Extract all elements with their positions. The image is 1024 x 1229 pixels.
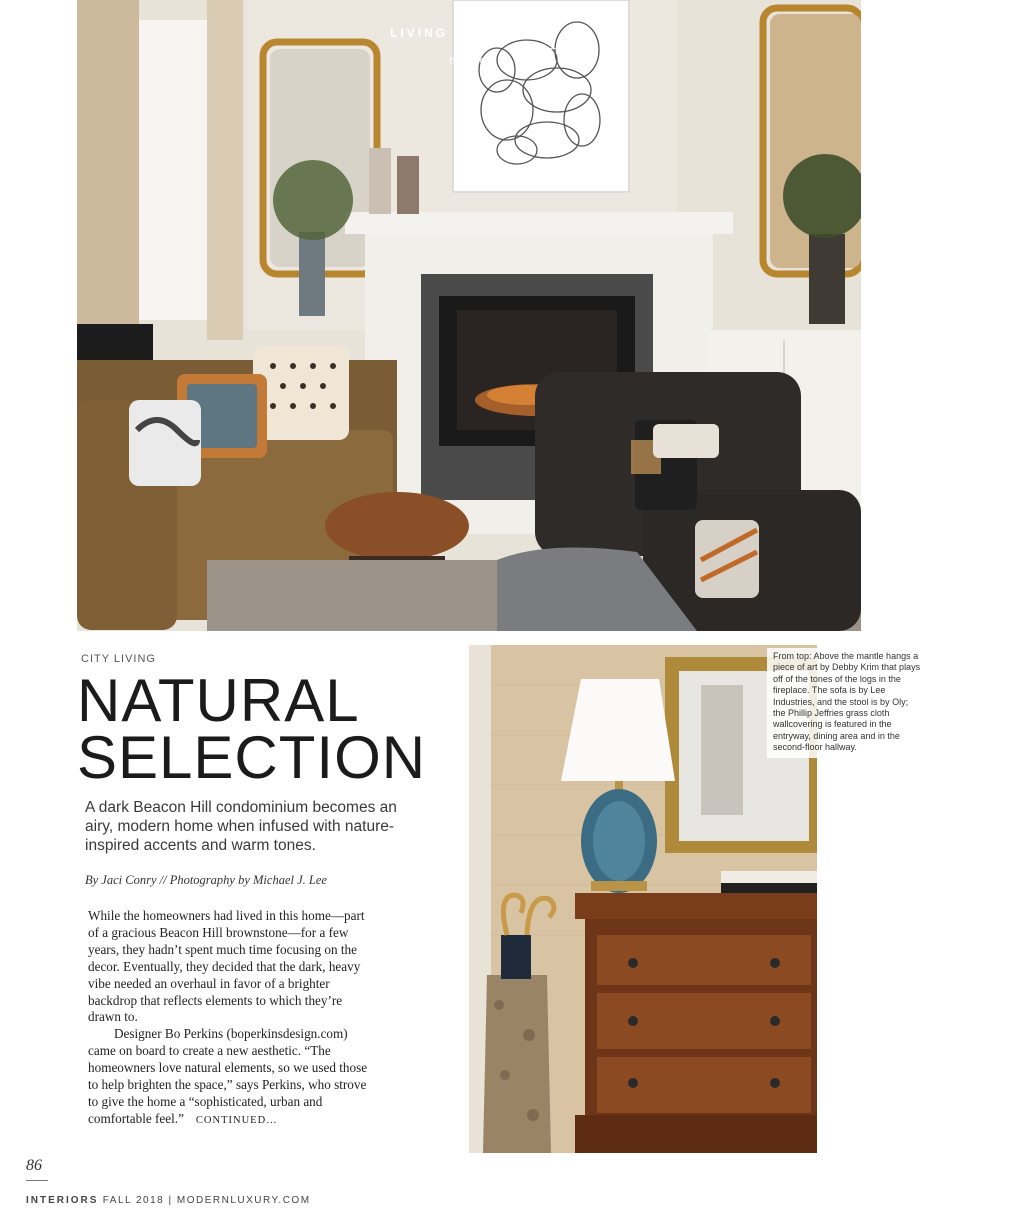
byline: By Jaci Conry // Photography by Michael J. Lee — [85, 873, 327, 887]
living-room-illustration — [77, 0, 861, 631]
headline-line-1: NATURAL — [77, 667, 360, 734]
body-paragraph-text: Designer Bo Perkins (boperkinsdesign.com) came on board to create a new aesthetic. “The homeowners love natural elements, so we used those to help brighten the space,” says Perkins, who strove to give the home a “sophisticated, urban and comfortable feel.” — [88, 1026, 368, 1126]
issue-info: FALL 2018 | MODERNLUXURY.COM — [102, 1195, 311, 1206]
page-number-rule — [26, 1180, 48, 1181]
article-dek: A dark Beacon Hill condominium becomes an airy, modern home when infused with nature-inspired accents and warm tones. — [85, 799, 397, 854]
kicker-divider — [539, 48, 583, 49]
body-paragraph — [88, 1026, 368, 1129]
continued-link[interactable]: CONTINUED… — [195, 1114, 278, 1126]
article-body — [88, 908, 368, 1130]
footer-masthead — [26, 1195, 311, 1206]
entryway-photo — [469, 645, 817, 1153]
magazine-name: INTERIORS — [26, 1195, 99, 1206]
photo-caption: From top: Above the mantle hangs a piece of art by Debby Krim that plays off of the tones of the logs in the fireplace. The sofa is by Lee Industries, and the stool is by Oly; the Phillip Jeffries grass cloth wallcovering is featured in the entryway, dining area and in the second-floor hallway. — [767, 648, 927, 758]
living-room-photo — [77, 0, 861, 631]
section-subkicker: home — [449, 55, 489, 67]
section-kicker: LIVING IN BOSTON — [390, 26, 548, 40]
section-label: CITY LIVING — [81, 653, 156, 665]
entryway-illustration — [469, 645, 817, 1153]
headline — [77, 667, 427, 791]
headline-line-2: SELECTION — [77, 724, 427, 791]
page-number: 86 — [26, 1157, 42, 1174]
body-paragraph: While the homeowners had lived in this home—part of a gracious Beacon Hill brownstone—for a few years, they hadn’t spent much time focusing on the decor. Eventually, they decided that the dark, heavy vibe needed an overhaul in favor of a brighter backdrop that reflects elements to which they’re drawn to. — [88, 908, 365, 1025]
